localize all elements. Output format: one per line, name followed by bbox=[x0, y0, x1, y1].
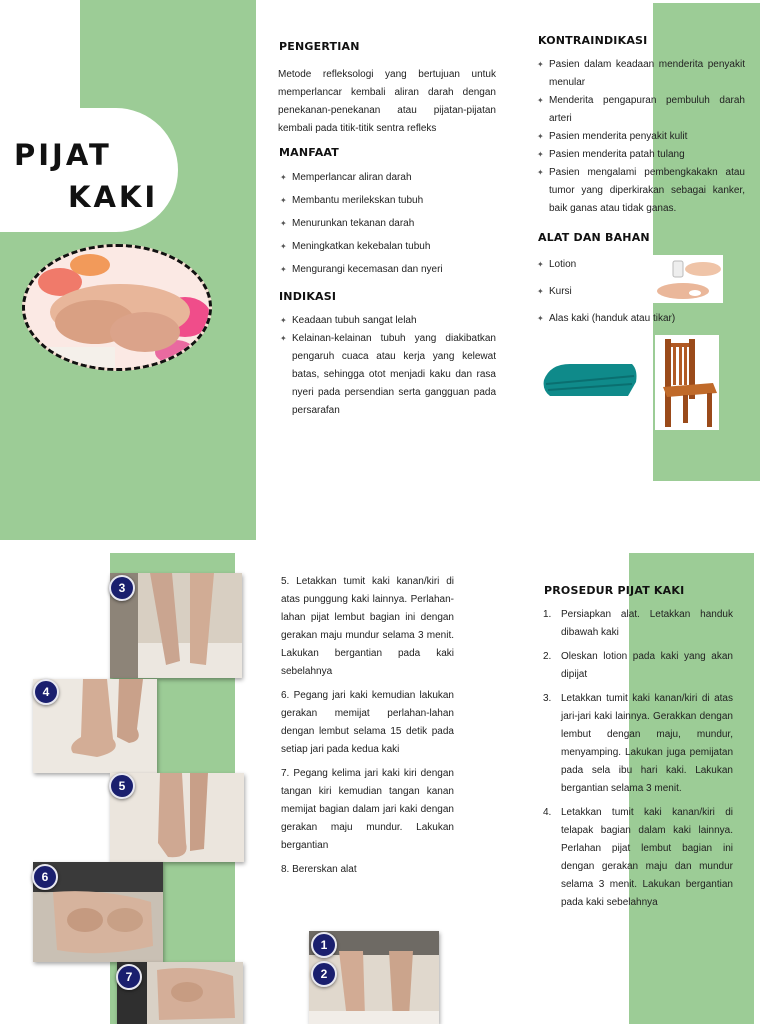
list-item: 1. Persiapkan alat. Letakkan handuk dibawah kaki bbox=[543, 609, 733, 638]
alat-heading: ALAT DAN BAHAN bbox=[538, 231, 650, 244]
step-badge-4: 4 bbox=[33, 679, 59, 705]
step-badge-1: 1 bbox=[311, 932, 337, 958]
list-item: 2. Oleskan lotion pada kaki yang akan dipijat bbox=[543, 651, 733, 680]
step-6-text: 6. Pegang jari kaki kemudian lakukan gerakan memijat perlahan-lahan dengan lembut selama 15 detik pada setiap jari pada kedua kaki bbox=[281, 690, 454, 755]
indikasi-list bbox=[280, 312, 496, 420]
manfaat-list bbox=[280, 169, 496, 284]
kontraindikasi-heading: KONTRAINDIKASI bbox=[538, 34, 648, 47]
list-item: ✦ Pasien menderita patah tulang bbox=[537, 149, 685, 160]
step-badge-7: 7 bbox=[116, 964, 142, 990]
towel-photo bbox=[540, 350, 640, 406]
list-item: ✦ Meningkatkan kekebalan tubuh bbox=[280, 241, 431, 252]
cover-title-line2: KAKI bbox=[68, 180, 159, 214]
step-5-text: 5. Letakkan tumit kaki kanan/kiri di atas punggung kaki lainnya. Perlahan-lahan pijat lembut bagian ini dengan gerakan maju mundur selama 3 menit. Lakukan bergantian pada kaki sebelahnya bbox=[281, 576, 454, 677]
cover-white-top bbox=[0, 0, 80, 108]
step-badge-6: 6 bbox=[32, 864, 58, 890]
pengertian-heading: PENGERTIAN bbox=[279, 40, 360, 53]
step-7-text: 7. Pegang kelima jari kaki kiri dengan tangan kiri kemudian tangan kanan memijat bagian dalam jari kaki dengan gerakan maju mundur. Lakukan bergantian bbox=[281, 768, 454, 851]
step-8-text: 8. Bererskan alat bbox=[281, 864, 357, 875]
manfaat-heading: MANFAAT bbox=[279, 146, 339, 159]
list-item: ✦ Membantu merilekskan tubuh bbox=[280, 195, 424, 206]
list-item: ✦ Keadaan tubuh sangat lelah bbox=[280, 315, 417, 326]
list-item: ✦ Pasien mengalami pembengkakakn atau tumor yang diperkirakan sebagai kanker, baik ganas atau tidak ganas. bbox=[537, 167, 745, 214]
lotion-hands-illustration bbox=[653, 255, 723, 303]
foot-massage-photo bbox=[22, 244, 212, 371]
chair-illustration bbox=[655, 335, 719, 430]
cover-title-line1: PIJAT bbox=[14, 138, 112, 172]
step-badge-5: 5 bbox=[109, 773, 135, 799]
step-badge-3: 3 bbox=[109, 575, 135, 601]
list-item: ✦ Pasien menderita penyakit kulit bbox=[537, 131, 688, 142]
list-item: ✦ Mengurangi kecemasan dan nyeri bbox=[280, 264, 443, 275]
indikasi-heading: INDIKASI bbox=[279, 290, 337, 303]
list-item: ✦ Pasien dalam keadaan menderita penyakit menular bbox=[537, 59, 745, 88]
towel-illustration bbox=[540, 350, 640, 406]
list-item: ✦ Alas kaki (handuk atau tikar) bbox=[537, 313, 676, 324]
pengertian-text: Metode refleksologi yang bertujuan untuk memperlancar kembali aliran darah dengan penekanan-penekanan atau pijatan-pijatan kembali pada titik-titik sentra refleks bbox=[278, 69, 496, 134]
list-item: ✦ Menderita pengapuran pembuluh darah arteri bbox=[537, 95, 745, 124]
prosedur-heading: PROSEDUR PIJAT KAKI bbox=[544, 584, 685, 597]
list-item: ✦ Kursi bbox=[537, 286, 572, 297]
list-item: ✦ Menurunkan tekanan darah bbox=[280, 218, 415, 229]
step-badge-2: 2 bbox=[311, 961, 337, 987]
lotion-photo bbox=[653, 255, 723, 303]
prosedur-list bbox=[543, 606, 733, 918]
list-item: 3. Letakkan tumit kaki kanan/kiri di atas jari-jari kaki lainnya. Gerakkan dengan lembut dengan maju, mundur, menyamping. Lakukan juga pemijatan pada sela ibu hari kaki. Lakukan bergantian selama 3 menit. bbox=[543, 693, 733, 794]
chair-photo bbox=[655, 335, 719, 430]
kontraindikasi-list bbox=[537, 56, 745, 218]
list-item: ✦ Memperlancar aliran darah bbox=[280, 172, 412, 183]
list-item: 4. Letakkan tumit kaki kanan/kiri di telapak bagian dalam kaki lainnya. Perlahan pijat lembut bagian ini dengan gerakan maju dan mundur selama 3 menit. Lakukan bergantian pada kaki sebelahnya bbox=[543, 807, 733, 908]
list-item: ✦ Kelainan-kelainan tubuh yang diakibatkan pengaruh cuaca atau kerja yang kelewat batas, sehingga otot menjadi kaku dan rasa nyeri pada persendian serta gangguan pada persarafan bbox=[280, 333, 496, 416]
continued-steps bbox=[281, 573, 454, 879]
foot-massage-illustration bbox=[25, 247, 212, 371]
list-item: ✦ Lotion bbox=[537, 259, 577, 270]
